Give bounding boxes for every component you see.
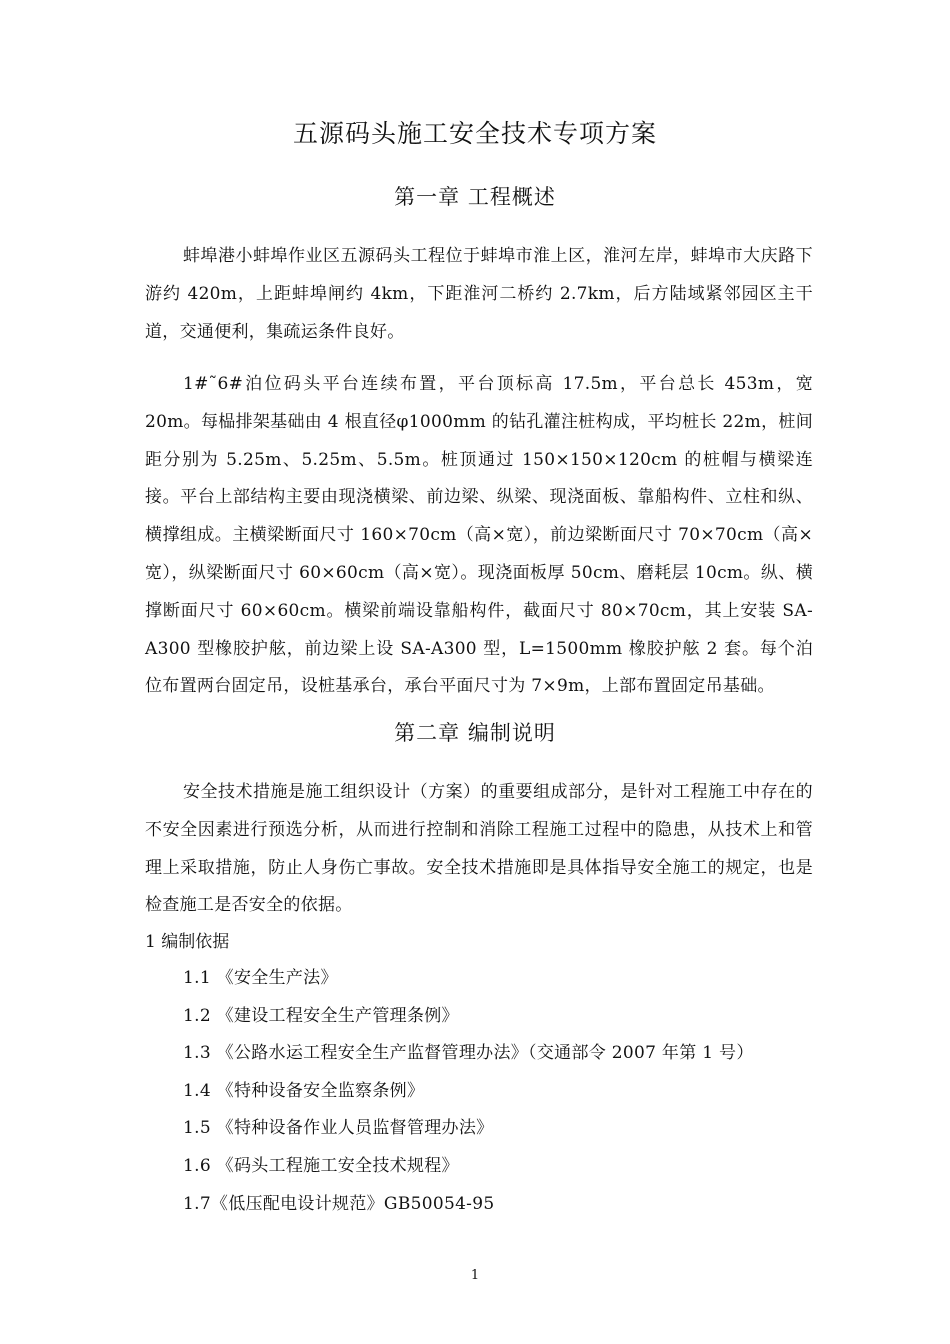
chapter-1-paragraph-2: 1#˜6#泊位码头平台连续布置，平台顶标高 17.5m，平台总长 453m，宽 20m。每榀排架基础由 4 根直径φ1000mm 的钻孔灌注桩构成，平均桩长 22m，桩间距分别为 5.25m、5.25m、5.5m。桩顶通过 150×150×120cm 的桩帽与横梁连接。平台上部结构主要由现浇横梁、前边梁、纵梁、现浇面板、靠船构件、立柱和纵、横撑组成。主横梁断面尺寸 160×70cm（高×宽），前边梁断面尺寸 70×70cm（高×宽），纵梁断面尺寸 60×60cm（高×宽）。现浇面板厚 50cm、磨耗层 10cm。纵、横撑断面尺寸 60×60cm。横梁前端设靠船构件，截面尺寸 80×70cm，其上安装 SA-A300 型橡胶护舷，前边梁上设 SA-A300 型，L=1500mm 橡胶护舷 2 套。每个泊位布置两台固定吊，设桩基承台，承台平面尺寸为 7×9m，上部布置固定吊基础。	[145, 374, 813, 697]
chapter-2-paragraph-1: 安全技术措施是施工组织设计（方案）的重要组成部分，是针对工程施工中存在的不安全因素进行预选分析，从而进行控制和消除工程施工过程中的隐患，从技术上和管理上采取措施，防止人身伤亡事故。安全技术措施即是具体指导安全施工的规定，也是检查施工是否安全的依据。	[145, 782, 813, 916]
reference-list	[183, 960, 754, 1223]
list-item: 1.7《低压配电设计规范》GB50054-95	[183, 1193, 495, 1214]
section-1-heading: 1 编制依据	[145, 932, 230, 952]
list-item: 1.2 《建设工程安全生产管理条例》	[183, 1005, 459, 1026]
list-item: 1.1 《安全生产法》	[183, 968, 338, 988]
chapter-2-heading: 第二章 编制说明	[394, 721, 556, 745]
page-number: 1	[470, 1268, 480, 1283]
list-item: 1.5 《特种设备作业人员监督管理办法》	[183, 1118, 494, 1139]
document-title: 五源码头施工安全技术专项方案	[292, 119, 657, 148]
chapter-1-paragraph-1: 蚌埠港小蚌埠作业区五源码头工程位于蚌埠市淮上区，淮河左岸，蚌埠市大庆路下游约 420m，上距蚌埠闸约 4km，下距淮河二桥约 2.7km，后方陆域紧邻园区主干道，交通便利，集疏运条件良好。	[145, 246, 813, 342]
list-item: 1.6 《码头工程施工安全技术规程》	[183, 1155, 459, 1176]
list-item: 1.3 《公路水运工程安全生产监督管理办法》（交通部令 2007 年第 1 号）	[183, 1043, 754, 1064]
list-item: 1.4 《特种设备安全监察条例》	[183, 1080, 425, 1101]
chapter-1-heading: 第一章 工程概述	[394, 185, 556, 209]
